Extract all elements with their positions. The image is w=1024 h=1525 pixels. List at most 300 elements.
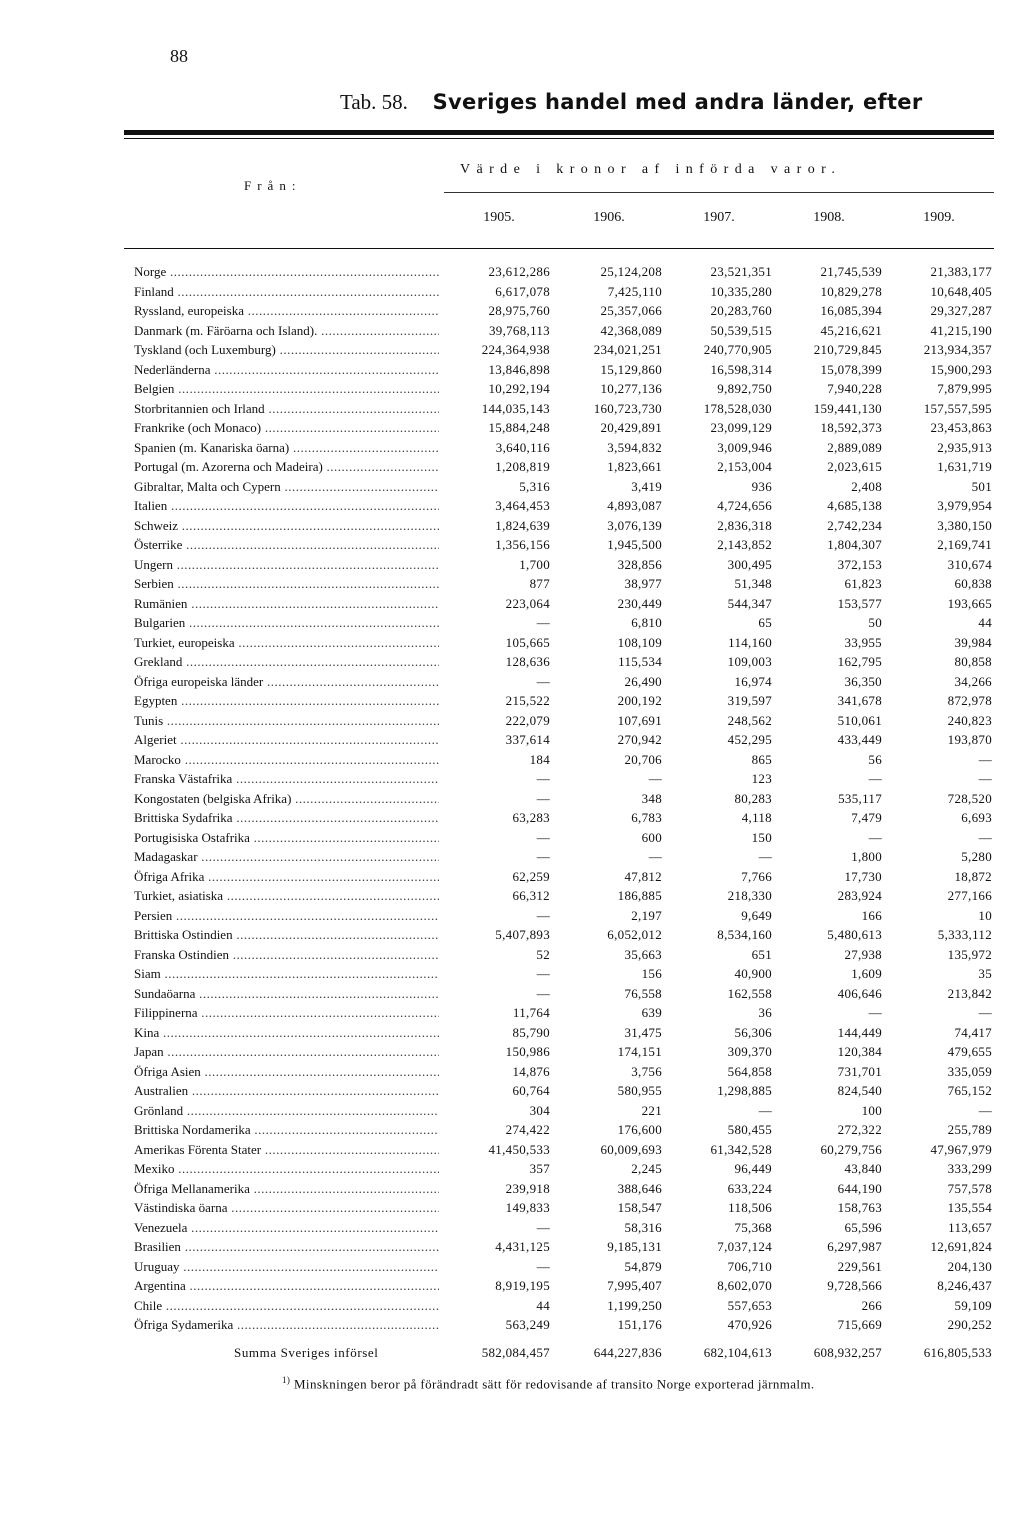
value-1909: 277,166 <box>947 888 992 903</box>
value-1906: 3,594,832 <box>607 439 662 455</box>
table-row <box>124 613 994 633</box>
country-name: Österrike ..... <box>134 535 439 555</box>
value-1905: — <box>536 790 550 806</box>
table-row <box>124 477 994 497</box>
value-1905: 877 <box>529 576 550 591</box>
value-1909: 335,059 <box>947 1063 992 1079</box>
table-row <box>124 1120 994 1140</box>
value-1906: 10,277,136 <box>600 381 662 396</box>
value-1905: 149,833 <box>505 1200 550 1215</box>
value-1906: 2,197 <box>631 907 662 923</box>
value-1907: 162,558 <box>727 985 772 1001</box>
table-row <box>124 769 994 789</box>
value-1906: 151,176 <box>617 1317 662 1332</box>
value-1909: — <box>978 829 992 845</box>
value-1907: 7,037,124 <box>717 1239 772 1254</box>
value-1908: 50 <box>868 615 882 630</box>
table-row <box>124 1159 994 1179</box>
country-name: Gibraltar, Malta och Cypern ..... <box>134 477 439 497</box>
value-1906: 54,879 <box>624 1258 662 1274</box>
value-1907: 8,602,070 <box>717 1278 772 1293</box>
value-1906: 388,646 <box>617 1180 662 1196</box>
value-1905: 222,079 <box>505 712 550 728</box>
table-row <box>124 1179 994 1199</box>
value-1906: 1,823,661 <box>607 459 662 474</box>
country-name: Serbien ..... <box>134 574 439 594</box>
country-name: Spanien (m. Kanariska öarna) ..... <box>134 438 439 458</box>
value-1906: 25,124,208 <box>600 264 662 279</box>
value-1909: 35 <box>978 966 992 981</box>
value-1908: 43,840 <box>844 1161 882 1176</box>
value-1906: 234,021,251 <box>593 342 662 357</box>
value-1905: — <box>536 849 550 864</box>
value-1909: 6,693 <box>961 810 992 825</box>
value-1905: 6,617,078 <box>495 283 550 299</box>
country-name: Ungern ..... <box>134 555 439 575</box>
value-1907: 36 <box>758 1005 772 1020</box>
value-1906: 20,429,891 <box>600 420 662 435</box>
value-1907: 114,160 <box>728 634 772 650</box>
value-1907: 65 <box>758 615 772 630</box>
value-1907: 150 <box>751 829 772 845</box>
value-1908: 36,350 <box>844 673 882 689</box>
value-1907: 23,521,351 <box>710 264 772 279</box>
value-1909: 10 <box>978 907 992 923</box>
value-1905: 13,846,898 <box>488 361 550 377</box>
table-row <box>124 496 994 516</box>
value-1905: 239,918 <box>505 1180 550 1196</box>
country-name: Tunis ..... <box>134 711 439 731</box>
value-1907: 240,770,905 <box>703 342 772 357</box>
value-1907: 50,539,515 <box>710 322 772 338</box>
value-1905: 10,292,194 <box>488 381 550 396</box>
table-row <box>124 1101 994 1121</box>
header-subrule <box>444 192 994 193</box>
value-1905: 39,768,113 <box>488 322 550 338</box>
value-1909: 2,935,913 <box>937 439 992 455</box>
table-row <box>124 886 994 906</box>
value-1906: 9,185,131 <box>607 1239 662 1254</box>
value-1906: 4,893,087 <box>607 498 662 513</box>
table-row <box>124 457 994 477</box>
value-1909: 728,520 <box>947 790 992 806</box>
value-1905: 8,919,195 <box>495 1278 550 1293</box>
country-name: Storbritannien och Irland ..... <box>134 399 439 419</box>
value-1908: 61,823 <box>844 576 882 591</box>
value-1908: 158,763 <box>837 1200 882 1215</box>
country-name: Argentina ..... <box>134 1276 439 1296</box>
country-name: Franska Ostindien ..... <box>134 945 439 965</box>
value-1907: 61,342,528 <box>710 1141 772 1157</box>
value-1905: 304 <box>529 1102 550 1118</box>
value-1905: — <box>536 673 550 689</box>
country-name: Belgien ..... <box>134 379 439 399</box>
table-row <box>124 282 994 302</box>
table-row <box>124 808 994 828</box>
value-1908: 162,795 <box>837 654 882 669</box>
country-name: Nederländerna ..... <box>134 360 439 380</box>
value-1908: 433,449 <box>837 732 882 747</box>
value-1906: 328,856 <box>617 556 662 572</box>
value-1906: 60,009,693 <box>600 1141 662 1157</box>
value-1907: 248,562 <box>727 712 772 728</box>
value-1906: 2,245 <box>631 1161 662 1176</box>
value-1907: 2,153,004 <box>717 459 772 474</box>
value-1908: 644,190 <box>837 1180 882 1196</box>
table-row <box>124 652 994 672</box>
table-row <box>124 847 994 867</box>
value-1906: 20,706 <box>624 751 662 767</box>
value-1907: 564,858 <box>727 1063 772 1079</box>
value-1907: 319,597 <box>727 693 772 708</box>
value-1909: 34,266 <box>954 673 992 689</box>
value-1906: 156 <box>641 966 662 981</box>
value-1909: 213,934,357 <box>923 342 992 357</box>
value-1909: 21,383,177 <box>930 264 992 279</box>
value-1907: 2,836,318 <box>717 517 772 533</box>
value-1905: 60,764 <box>512 1083 550 1098</box>
value-1908: 406,646 <box>837 985 882 1001</box>
value-1905: 15,884,248 <box>488 420 550 435</box>
value-1907: 51,348 <box>734 576 772 591</box>
country-name: Norge ..... <box>134 262 439 282</box>
page-number: 88 <box>170 46 188 66</box>
table-row <box>124 1218 994 1238</box>
country-name: Chile ..... <box>134 1296 439 1316</box>
country-name: Madagaskar ..... <box>134 847 439 867</box>
value-1906: 3,076,139 <box>607 517 662 533</box>
table-row <box>124 1081 994 1101</box>
value-1908: 1,804,307 <box>827 537 882 552</box>
country-name: Frankrike (och Monaco) ..... <box>134 418 439 438</box>
value-1909: 157,557,595 <box>923 400 992 416</box>
country-name: Brittiska Nordamerika ..... <box>134 1120 439 1140</box>
value-1909: 135,554 <box>947 1200 992 1215</box>
country-name: Franska Västafrika ..... <box>134 769 439 789</box>
table-row <box>124 1198 994 1218</box>
country-name: Australien ..... <box>134 1081 439 1101</box>
value-1906: 31,475 <box>624 1024 662 1040</box>
value-1906: 26,490 <box>624 673 662 689</box>
table-row <box>124 633 994 653</box>
value-1907: 80,283 <box>734 790 772 806</box>
value-1909: 80,858 <box>954 654 992 669</box>
value-1906: 160,723,730 <box>593 400 662 416</box>
value-1908: 266 <box>861 1297 882 1313</box>
country-name: Siam ..... <box>134 964 439 984</box>
value-1905: — <box>536 1219 550 1235</box>
value-1908: 372,153 <box>837 556 882 572</box>
country-name: Grekland ..... <box>134 652 439 672</box>
country-name: Brasilien ..... <box>134 1237 439 1257</box>
value-1906: 580,955 <box>617 1083 662 1098</box>
value-1905: 66,312 <box>512 888 550 903</box>
value-1907: 20,283,760 <box>710 303 772 318</box>
value-1906: 35,663 <box>624 946 662 962</box>
table-row <box>124 730 994 750</box>
value-1906: 6,810 <box>631 615 662 630</box>
year-headers <box>444 210 994 230</box>
country-name: Västindiska öarna ..... <box>134 1198 439 1218</box>
value-1908: 510,061 <box>837 712 882 728</box>
value-1905: — <box>536 1258 550 1274</box>
value-1907: 580,455 <box>727 1122 772 1137</box>
value-1906: 186,885 <box>617 888 662 903</box>
value-1908: 27,938 <box>844 946 882 962</box>
value-1905: 3,464,453 <box>495 498 550 513</box>
table-row <box>124 555 994 575</box>
value-1907: — <box>758 1102 772 1118</box>
title-rule-thick <box>124 130 994 135</box>
value-1905: 85,790 <box>512 1024 550 1040</box>
value-1907: 178,528,030 <box>703 400 772 416</box>
country-name: Sundaöarna ..... <box>134 984 439 1004</box>
value-1905: 5,316 <box>519 478 550 494</box>
value-1909: 59,109 <box>954 1297 992 1313</box>
value-1905: 23,612,286 <box>488 264 550 279</box>
value-1905: 563,249 <box>505 1317 550 1332</box>
value-1909: 290,252 <box>947 1317 992 1332</box>
value-1908: 341,678 <box>837 693 882 708</box>
value-1905: 4,431,125 <box>495 1239 550 1254</box>
value-1909: 3,979,954 <box>937 498 992 513</box>
country-name: Japan ..... <box>134 1042 439 1062</box>
value-1907: 706,710 <box>727 1258 772 1274</box>
value-1908: 283,924 <box>837 888 882 903</box>
value-1906: 639 <box>641 1005 662 1020</box>
value-1905: 63,283 <box>512 810 550 825</box>
country-name: Tyskland (och Luxemburg) ..... <box>134 340 439 360</box>
value-1906: 42,368,089 <box>600 322 662 338</box>
year-1907: 1907. <box>703 210 735 225</box>
footnote-marker: 1) <box>282 1374 291 1385</box>
country-name: Brittiska Sydafrika ..... <box>134 808 439 828</box>
value-1909: 765,152 <box>947 1083 992 1098</box>
value-1909: 193,665 <box>947 595 992 611</box>
table-row <box>124 1023 994 1043</box>
summary-value-1906: 644,227,836 <box>593 1344 662 1360</box>
value-1908: — <box>868 771 882 786</box>
value-1906: 221 <box>641 1102 662 1118</box>
value-1905: 1,700 <box>519 556 550 572</box>
value-1905: 1,208,819 <box>495 459 550 474</box>
value-1908: 65,596 <box>844 1219 882 1235</box>
table-row <box>124 321 994 341</box>
value-1909: 333,299 <box>947 1161 992 1176</box>
value-1909: 1,631,719 <box>937 459 992 474</box>
table-row <box>124 925 994 945</box>
footnote-text: Minskningen beror på förändradt sätt för redovisande af transito Norge exporterad järnmalm. <box>293 1375 815 1391</box>
table-row <box>124 867 994 887</box>
country-name: Mexiko ..... <box>134 1159 439 1179</box>
table-body <box>124 262 994 1335</box>
value-1909: 479,655 <box>947 1044 992 1059</box>
value-1907: 470,926 <box>727 1317 772 1332</box>
country-name: Uruguay ..... <box>134 1257 439 1277</box>
country-name: Algeriet ..... <box>134 730 439 750</box>
value-1905: — <box>536 829 550 845</box>
table-row <box>124 262 994 282</box>
value-1909: 12,691,824 <box>930 1239 992 1254</box>
value-1907: 936 <box>751 478 772 494</box>
country-name: Egypten ..... <box>134 691 439 711</box>
header-bottom-rule <box>124 248 994 249</box>
table-row <box>124 1062 994 1082</box>
table-row <box>124 1257 994 1277</box>
value-1908: 7,479 <box>851 810 882 825</box>
value-1908: 60,279,756 <box>820 1141 882 1157</box>
value-1905: 1,824,639 <box>495 517 550 533</box>
table-row <box>124 360 994 380</box>
value-1905: 224,364,938 <box>481 342 550 357</box>
table-row <box>124 1003 994 1023</box>
value-1905: 128,636 <box>505 654 550 669</box>
value-1908: 45,216,621 <box>820 322 882 338</box>
value-1909: — <box>978 771 992 786</box>
country-name: Öfriga Afrika ..... <box>134 867 439 887</box>
country-name: Kongostaten (belgiska Afrika) ..... <box>134 789 439 809</box>
country-name: Turkiet, europeiska ..... <box>134 633 439 653</box>
country-name: Bulgarien ..... <box>134 613 439 633</box>
country-name: Danmark (m. Färöarna och Island). ..... <box>134 321 439 341</box>
value-1907: 8,534,160 <box>717 927 772 942</box>
value-1907: 2,143,852 <box>717 537 772 552</box>
value-1906: 15,129,860 <box>600 361 662 377</box>
value-1905: 44 <box>536 1297 550 1313</box>
value-1909: 8,246,437 <box>937 1278 992 1293</box>
summary-row <box>124 1339 994 1367</box>
value-1905: 1,356,156 <box>495 537 550 552</box>
value-1905: 144,035,143 <box>481 400 550 416</box>
value-1905: 357 <box>529 1161 550 1176</box>
value-1908: 4,685,138 <box>827 498 882 513</box>
value-1905: 41,450,533 <box>488 1141 550 1157</box>
value-1905: 28,975,760 <box>488 303 550 318</box>
value-1908: 10,829,278 <box>820 283 882 299</box>
value-1905: — <box>536 985 550 1001</box>
value-1906: 158,547 <box>617 1200 662 1215</box>
value-1908: 229,561 <box>837 1258 882 1274</box>
value-1907: 40,900 <box>734 966 772 981</box>
value-1908: 9,728,566 <box>827 1278 882 1293</box>
value-1907: 452,295 <box>727 732 772 747</box>
value-1908: 210,729,845 <box>813 342 882 357</box>
value-1909: 41,215,190 <box>930 322 992 338</box>
table-row <box>124 750 994 770</box>
table-row <box>124 301 994 321</box>
table-row <box>124 535 994 555</box>
value-1909: 501 <box>971 478 992 494</box>
value-1907: 118,506 <box>728 1200 772 1215</box>
country-name: Öfriga europeiska länder ..... <box>134 672 439 692</box>
value-1909: 60,838 <box>954 576 992 591</box>
value-1909: 135,972 <box>947 946 992 962</box>
value-1908: 731,701 <box>837 1063 882 1079</box>
value-1908: 166 <box>861 907 882 923</box>
value-1906: 348 <box>641 790 662 806</box>
value-1906: 1,199,250 <box>607 1297 662 1313</box>
value-1908: 2,408 <box>851 478 882 494</box>
value-1909: 255,789 <box>947 1122 992 1137</box>
summary-value-1905: 582,084,457 <box>481 1344 550 1360</box>
value-1906: 600 <box>641 829 662 845</box>
value-1909: 113,657 <box>948 1219 992 1235</box>
value-1908: 33,955 <box>844 634 882 650</box>
value-1907: 3,009,946 <box>717 439 772 455</box>
table-row <box>124 418 994 438</box>
value-1908: — <box>868 829 882 845</box>
country-name: Öfriga Sydamerika ..... <box>134 1315 439 1335</box>
value-1907: 218,330 <box>727 888 772 903</box>
table-number: Tab. 58. <box>340 90 408 114</box>
value-1905: 105,665 <box>505 634 550 650</box>
year-1909: 1909. <box>923 210 955 225</box>
value-1905: 274,422 <box>505 1122 550 1137</box>
value-1907: 96,449 <box>734 1161 772 1176</box>
value-1906: — <box>648 771 662 786</box>
value-1906: 38,977 <box>624 576 662 591</box>
summary-value-1909: 616,805,533 <box>923 1344 992 1360</box>
table-row <box>124 1237 994 1257</box>
value-1907: 109,003 <box>727 654 772 669</box>
value-1908: 153,577 <box>837 595 882 611</box>
value-1905: 337,614 <box>505 732 550 747</box>
table-row <box>124 828 994 848</box>
table-row <box>124 945 994 965</box>
country-name: Öfriga Mellanamerika ..... <box>134 1179 439 1199</box>
value-1907: 4,118 <box>741 810 772 825</box>
value-1908: 715,669 <box>837 1317 882 1332</box>
value-1909: 74,417 <box>954 1024 992 1040</box>
summary-label: Summa Sveriges införsel <box>234 1344 379 1360</box>
country-name: Portugisiska Ostafrika ..... <box>134 828 439 848</box>
value-1908: 18,592,373 <box>820 420 882 435</box>
table-row <box>124 672 994 692</box>
value-1909: 204,130 <box>947 1258 992 1274</box>
value-1907: 56,306 <box>734 1024 772 1040</box>
value-1906: 230,449 <box>617 595 662 611</box>
value-1909: — <box>978 1005 992 1020</box>
value-1908: 535,117 <box>838 790 882 806</box>
value-1906: 108,109 <box>617 634 662 650</box>
value-1908: 824,540 <box>837 1083 882 1098</box>
value-1905: 215,522 <box>505 693 550 708</box>
value-1908: — <box>868 1005 882 1020</box>
value-1906: 7,995,407 <box>607 1278 662 1293</box>
value-1909: 47,967,979 <box>930 1141 992 1157</box>
value-1908: 2,742,234 <box>827 517 882 533</box>
title-rule-thin <box>124 138 994 139</box>
value-1907: 9,892,750 <box>717 381 772 396</box>
table-row <box>124 984 994 1004</box>
value-1906: 3,419 <box>631 478 662 494</box>
value-1909: 15,900,293 <box>930 361 992 377</box>
table-header <box>124 140 994 248</box>
year-1906: 1906. <box>593 210 625 225</box>
value-1906: — <box>648 849 662 864</box>
value-1908: 6,297,987 <box>827 1239 882 1254</box>
value-1907: 865 <box>751 751 772 767</box>
value-1907: 557,653 <box>727 1297 772 1313</box>
value-1906: 58,316 <box>624 1219 662 1235</box>
value-1907: 309,370 <box>727 1044 772 1059</box>
value-1909: 310,674 <box>947 556 992 572</box>
table-row <box>124 964 994 984</box>
value-1907: 4,724,656 <box>717 498 772 513</box>
value-1906: 6,052,012 <box>607 927 662 942</box>
country-name: Kina ..... <box>134 1023 439 1043</box>
value-1909: 29,327,287 <box>930 303 992 318</box>
